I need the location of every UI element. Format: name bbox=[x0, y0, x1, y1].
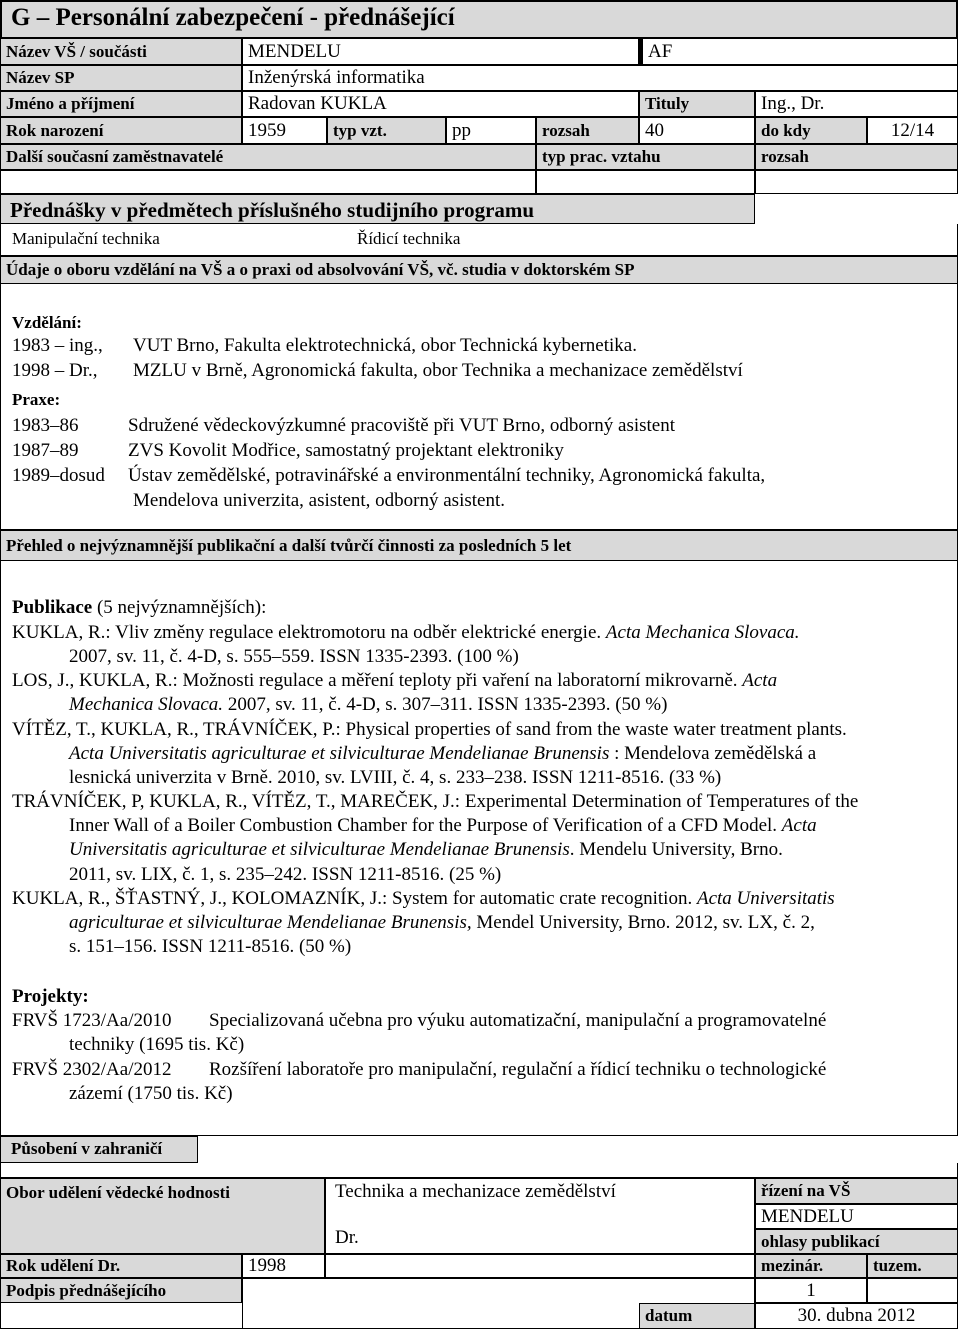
publication-line bbox=[69, 693, 667, 717]
practice-text-3: Ústav zemědělské, potravinářské a environmentální techniky, Agronomická fakulta, bbox=[128, 465, 766, 486]
degree-value: Dr. bbox=[335, 1227, 359, 1248]
titles-label: Tituly bbox=[639, 91, 755, 117]
intl-value: 1 bbox=[755, 1278, 867, 1303]
signature-left-blank bbox=[0, 1303, 242, 1329]
scope-label: rozsah bbox=[536, 117, 639, 144]
program-label: Název SP bbox=[0, 65, 242, 91]
publication-journal: Universitatis agriculturae et silviculturae Mendelianae Brunensis bbox=[69, 839, 570, 860]
practice-text-2: ZVS Kovolit Modřice, samostatný projektant elektroniky bbox=[128, 440, 564, 461]
publication-line bbox=[12, 790, 858, 814]
project-code-1: FRVŠ 1723/Aa/2010 bbox=[12, 1010, 172, 1031]
publications-label-line bbox=[12, 596, 266, 620]
publications-label-suffix: (5 nejvýznamnějších): bbox=[96, 597, 267, 618]
education-year-2: 1998 – Dr., bbox=[12, 360, 98, 381]
publication-text: 2007, sv. 11, č. 4-D, s. 555–559. ISSN 1335-2393. (100 %) bbox=[69, 646, 519, 667]
publication-line bbox=[69, 814, 817, 838]
publication-journal: Acta bbox=[781, 815, 817, 836]
other-scope-cell bbox=[755, 170, 958, 194]
publication-text: KUKLA, R., ŠŤASTNÝ, J., KOLOMAZNÍK, J.: System for automatic crate recognition. bbox=[12, 888, 697, 909]
degree-field-value: Technika a mechanizace zemědělství bbox=[335, 1181, 616, 1202]
lectures-heading: Přednášky v předmětech příslušného studijního programu bbox=[10, 198, 535, 222]
form-title: G – Personální zabezpečení - přednášející bbox=[11, 4, 455, 31]
citations-label: ohlasy publikací bbox=[755, 1229, 958, 1254]
until-label: do kdy bbox=[755, 117, 867, 144]
employment-type-label: typ prac. vztahu bbox=[536, 144, 755, 170]
contract-value: pp bbox=[446, 117, 536, 144]
practice-label: Praxe: bbox=[12, 390, 61, 409]
project-text-2: Rozšíření laboratoře pro manipulační, regulační a řídicí techniku o technologické bbox=[209, 1059, 827, 1080]
publications-label: Publikace bbox=[12, 597, 93, 618]
year-label: Rok udělení Dr. bbox=[0, 1254, 242, 1278]
projects-label: Projekty: bbox=[12, 986, 89, 1007]
other-employers-label: Další současní zaměstnavatelé bbox=[0, 144, 536, 170]
publication-line bbox=[12, 621, 800, 645]
practice-text-4: Mendelova univerzita, asistent, odborný asistent. bbox=[133, 490, 505, 511]
project-cont-2: zázemí (1750 tis. Kč) bbox=[69, 1083, 233, 1104]
publication-journal: Acta Universitatis agriculturae et silviculturae Mendelianae Brunensis bbox=[69, 743, 610, 764]
publication-text: Inner Wall of a Boiler Combustion Chamber for the Purpose of Verification of a CFD Model. bbox=[69, 815, 782, 836]
other-scope-label: rozsah bbox=[755, 144, 958, 170]
education-year-1: 1983 – ing., bbox=[12, 335, 103, 356]
publication-line bbox=[69, 742, 816, 766]
other-employer-cell bbox=[0, 170, 536, 194]
publication-text: KUKLA, R.: Vliv změny regulace elektromotoru na odběr elektrické energie. bbox=[12, 622, 606, 643]
publications-heading: Přehled o nejvýznamnější publikační a další tvůrčí činnosti za posledních 5 let bbox=[0, 530, 958, 561]
education-text-1: VUT Brno, Fakulta elektrotechnická, obor Technická kybernetika. bbox=[133, 335, 637, 356]
until-value: 12/14 bbox=[867, 117, 958, 144]
project-cont-1: techniky (1695 tis. Kč) bbox=[69, 1034, 245, 1055]
publication-text: lesnická univerzita v Brně. 2010, sv. LVIII, č. 4, s. 233–238. ISSN 1211-8516. (33 %) bbox=[69, 767, 722, 788]
publication-line bbox=[69, 863, 501, 887]
project-text-1: Specializovaná učebna pro výuku automatizační, manipulační a programovatelné bbox=[209, 1010, 827, 1031]
publication-line bbox=[12, 718, 847, 742]
footer-blank-1 bbox=[325, 1254, 755, 1278]
year-value: 1998 bbox=[242, 1254, 325, 1278]
birth-value: 1959 bbox=[242, 117, 327, 144]
contract-label: typ vzt. bbox=[327, 117, 446, 144]
publication-text: 2007, sv. 11, č. 4-D, s. 307–311. ISSN 1335-2393. (50 %) bbox=[223, 694, 668, 715]
birth-label: Rok narození bbox=[0, 117, 242, 144]
scope-value: 40 bbox=[639, 117, 755, 144]
publication-journal: Acta Mechanica Slovaca. bbox=[605, 622, 800, 643]
publication-journal: Mechanica Slovaca. bbox=[69, 694, 224, 715]
publication-line bbox=[69, 766, 721, 790]
publication-text: LOS, J., KUKLA, R.: Možnosti regulace a měření teploty při vaření na laboratorní mikrovarně. bbox=[12, 670, 743, 691]
education-heading: Údaje o oboru vzdělání na VŠ a o praxi od absolvování VŠ, vč. studia v doktorském SP bbox=[0, 256, 958, 284]
publication-journal: agriculturae et silviculturae Mendelianae Brunensis, bbox=[69, 912, 472, 933]
publication-line bbox=[69, 838, 783, 862]
project-code-2: FRVŠ 2302/Aa/2012 bbox=[12, 1059, 172, 1080]
publication-text: . Mendelu University, Brno. bbox=[569, 839, 783, 860]
lecture-subject-1: Manipulační technika bbox=[12, 229, 160, 248]
practice-period-3: 1989–dosud bbox=[12, 465, 105, 486]
practice-text-1: Sdružené vědeckovýzkumné pracoviště při VUT Brno, odborný asistent bbox=[128, 415, 676, 436]
practice-period-2: 1987–89 bbox=[12, 440, 79, 461]
school-value: MENDELU bbox=[242, 38, 639, 65]
employment-type-cell bbox=[536, 170, 755, 194]
degree-field-label: Obor udělení vědecké hodnosti bbox=[0, 1178, 325, 1254]
publication-journal: Acta Universitatis bbox=[696, 888, 835, 909]
name-value: Radovan KUKLA bbox=[242, 91, 639, 117]
publication-line bbox=[12, 669, 777, 693]
publication-text: Mendel University, Brno. 2012, sv. LX, č. 2, bbox=[471, 912, 815, 933]
domestic-label: tuzem. bbox=[867, 1254, 958, 1278]
education-text-2: MZLU v Brně, Agronomická fakulta, obor Technika a mechanizace zemědělství bbox=[133, 360, 743, 381]
date-label: datum bbox=[639, 1303, 755, 1329]
education-label: Vzdělání: bbox=[12, 313, 82, 332]
faculty-value: AF bbox=[639, 38, 958, 65]
titles-value: Ing., Dr. bbox=[755, 91, 958, 117]
procedure-value: MENDELU bbox=[755, 1204, 958, 1229]
publication-journal: Acta bbox=[742, 670, 778, 691]
practice-period-1: 1983–86 bbox=[12, 415, 79, 436]
lecture-subject-2: Řídicí technika bbox=[357, 229, 461, 248]
publication-text: 2011, sv. LIX, č. 1, s. 235–242. ISSN 1211-8516. (25 %) bbox=[69, 864, 502, 885]
intl-label: mezinár. bbox=[755, 1254, 867, 1278]
name-label: Jméno a příjmení bbox=[0, 91, 242, 117]
publication-line bbox=[69, 935, 351, 959]
publication-text: VÍTĚZ, T., KUKLA, R., TRÁVNÍČEK, P.: Physical properties of sand from the waste water treatment plants. bbox=[12, 719, 847, 740]
publication-line bbox=[69, 911, 815, 935]
school-label: Název VŠ / součásti bbox=[0, 38, 242, 65]
publication-line bbox=[69, 645, 519, 669]
date-value: 30. dubna 2012 bbox=[755, 1303, 958, 1329]
abroad-label: Působení v zahraničí bbox=[11, 1139, 163, 1158]
publication-text: s. 151–156. ISSN 1211-8516. (50 %) bbox=[69, 936, 352, 957]
publication-text: TRÁVNÍČEK, P, KUKLA, R., VÍTĚZ, T., MAREČEK, J.: Experimental Determination of Temperatures of the bbox=[12, 791, 859, 812]
publication-text: : Mendelova zemědělská a bbox=[609, 743, 817, 764]
publication-line bbox=[12, 887, 835, 911]
domestic-value bbox=[867, 1278, 958, 1303]
abroad-body bbox=[0, 1163, 958, 1178]
program-value: Inženýrská informatika bbox=[242, 65, 958, 91]
procedure-label: řízení na VŠ bbox=[755, 1178, 958, 1204]
signature-label: Podpis přednášejícího bbox=[0, 1278, 242, 1303]
